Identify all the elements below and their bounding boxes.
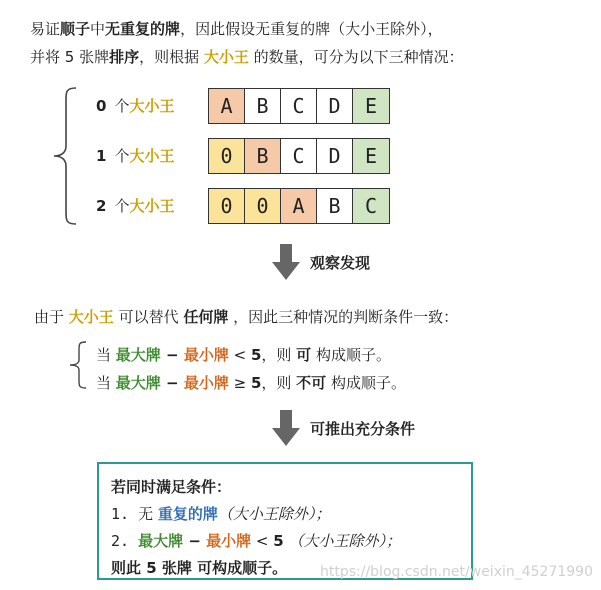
summary-box (97, 462, 473, 580)
text-segment: 5 (273, 532, 284, 550)
card: 0 (209, 189, 245, 223)
text-segment: 构成顺子。 (326, 374, 406, 392)
arrow-label-observe: 观察发现 (310, 254, 371, 272)
case-label-2 (96, 195, 174, 216)
card-row-2 (208, 188, 390, 224)
summary-line-1 (111, 501, 459, 528)
text-segment: 任何牌 (183, 308, 229, 326)
card-row-1 (208, 138, 390, 174)
text-segment: 无 (138, 505, 158, 523)
text-segment: < (228, 346, 251, 364)
text-segment: 可 (296, 346, 312, 364)
text-segment: 当 (96, 374, 116, 392)
watermark: https://blog.csdn.net/weixin_45271990 (319, 564, 593, 580)
card: D (317, 89, 353, 123)
text-segment: 重复的牌 (157, 505, 218, 523)
card: 0 (245, 189, 281, 223)
card: C (281, 89, 317, 123)
text-segment: 顺子 (60, 20, 91, 38)
text-segment: − (183, 532, 207, 550)
card: C (353, 189, 389, 223)
arrow-label-sufficient: 可推出充分条件 (310, 420, 416, 438)
text-segment: 可以替代 (113, 308, 184, 326)
card: A (209, 89, 245, 123)
text-segment: 最大牌 (115, 374, 161, 392)
text-segment: 大小王 (203, 48, 249, 66)
intro-line-1 (30, 18, 443, 39)
text-segment: 则此 (111, 559, 147, 577)
case-joker-label: 大小王 (129, 197, 175, 215)
text-segment: 中 (90, 20, 106, 38)
text-segment: ，因此三种情况的判断条件一致： (228, 308, 459, 326)
card: E (353, 139, 389, 173)
text-segment: 2. (111, 532, 139, 550)
card: B (317, 189, 353, 223)
card: B (245, 139, 281, 173)
middle-statement (34, 306, 458, 327)
card: B (245, 89, 281, 123)
case-count: 0 (96, 97, 107, 115)
text-segment: 最小牌 (206, 532, 252, 550)
text-segment: 最大牌 (138, 532, 184, 550)
intro-line-2 (30, 46, 464, 67)
text-segment: 5 (250, 346, 262, 364)
text-segment: 不可 (296, 374, 327, 392)
text-segment: 并将 5 张牌 (30, 48, 110, 66)
case-label-1 (96, 145, 174, 166)
card: C (281, 139, 317, 173)
case-label-0 (96, 95, 174, 116)
conditions-brace (66, 340, 90, 390)
text-segment: 5 (250, 374, 262, 392)
text-segment: 的数量，可分为以下三种情况： (248, 48, 464, 66)
condition-greater-equal (96, 372, 406, 393)
text-segment: < (251, 532, 274, 550)
text-segment: ，因此假设无重复的牌（大小王除外）， (180, 20, 443, 38)
card: A (281, 189, 317, 223)
text-segment: 当 (96, 346, 116, 364)
card: 0 (209, 139, 245, 173)
text-segment: 排序 (109, 48, 140, 66)
case-unit: 个 (114, 97, 130, 115)
case-unit: 个 (114, 197, 130, 215)
cases-brace (50, 86, 80, 226)
card: D (317, 139, 353, 173)
text-segment: 张牌 (156, 559, 198, 577)
text-segment: 最小牌 (183, 346, 229, 364)
case-joker-label: 大小王 (129, 97, 175, 115)
case-unit: 个 (114, 147, 130, 165)
text-segment: − (160, 346, 184, 364)
text-segment: 大小王 (68, 308, 114, 326)
summary-title: 若同时满足条件： (111, 478, 232, 496)
text-segment: 可构成顺子。 (197, 559, 288, 577)
text-segment: ≥ (228, 374, 251, 392)
text-segment: 无重复的牌 (105, 20, 181, 38)
text-segment: 5 (146, 559, 157, 577)
text-segment: 1. (111, 505, 139, 523)
summary-line-2 (111, 528, 459, 555)
condition-less-than (96, 344, 391, 365)
case-count: 2 (96, 197, 107, 215)
card-row-0 (208, 88, 390, 124)
text-segment: 易证 (30, 20, 61, 38)
case-count: 1 (96, 147, 107, 165)
text-segment: − (160, 374, 184, 392)
text-segment: 最小牌 (183, 374, 229, 392)
card: E (353, 89, 389, 123)
text-segment: 构成顺子。 (311, 346, 391, 364)
text-segment: ，则 (261, 374, 297, 392)
text-segment: 由于 (34, 308, 69, 326)
down-arrow-icon (272, 410, 300, 446)
text-segment: 最大牌 (115, 346, 161, 364)
text-segment: ，则 (261, 346, 297, 364)
text-segment: （大小王除外）； (283, 532, 401, 550)
text-segment: ，则根据 (139, 48, 204, 66)
text-segment: （大小王除外）； (217, 505, 331, 523)
case-joker-label: 大小王 (129, 147, 175, 165)
down-arrow-icon (272, 244, 300, 280)
